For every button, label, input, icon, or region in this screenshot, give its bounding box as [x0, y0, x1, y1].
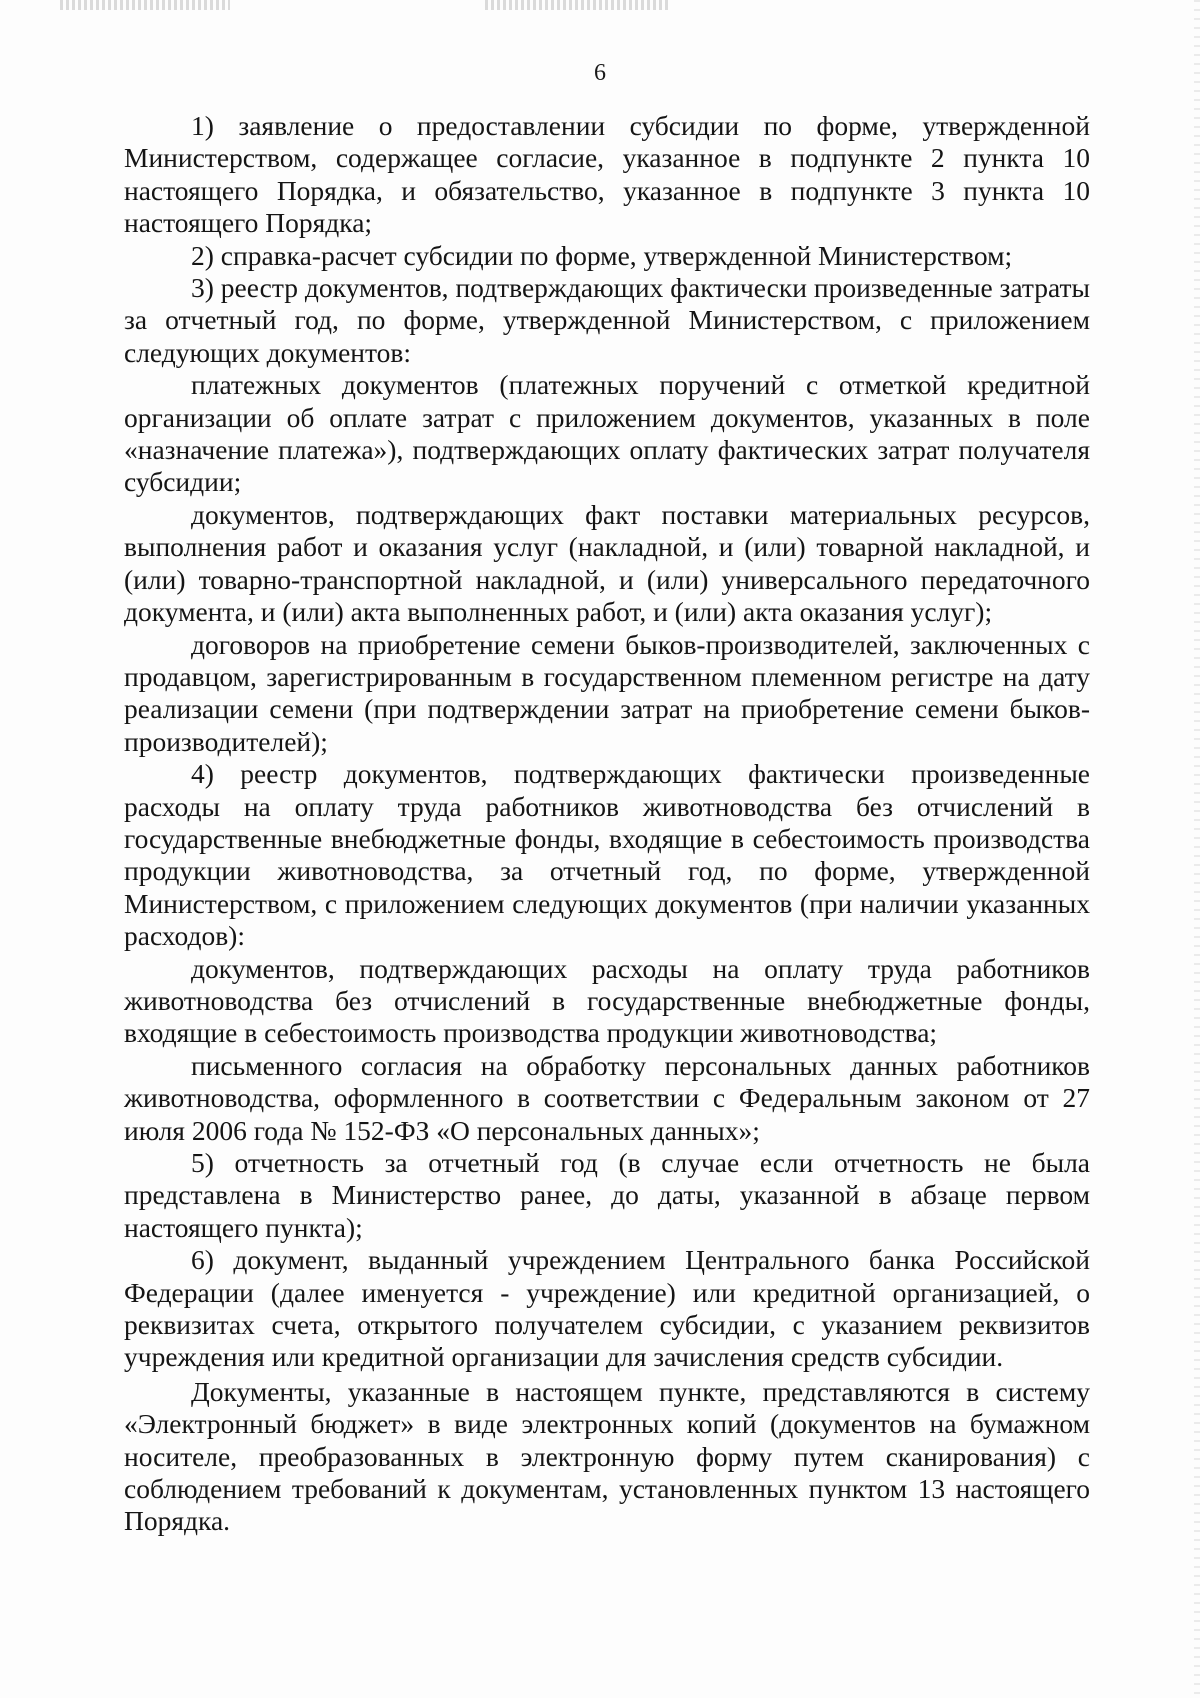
paragraph: 3) реестр документов, подтверждающих фактически произведенные затраты за отчетный год, по форме, утвержденной Министерством, с приложением следующих документов:	[124, 272, 1090, 368]
scan-artifact	[485, 0, 670, 10]
paragraph: 4) реестр документов, подтверждающих фактически произведенные расходы на оплату труда работников животноводства без отчислений в государственные внебюджетные фонды, входящие в себестоимость производства продукции животноводства, за отчетный год, по форме, утвержденной Министерством, с приложением следующих документов (при наличии указанных расходов):	[124, 758, 1090, 952]
document-body	[124, 110, 1090, 1538]
paragraph: документов, подтверждающих расходы на оплату труда работников животноводства без отчислений в государственные внебюджетные фонды, входящие в себестоимость производства продукции животноводства;	[124, 952, 1090, 1049]
paragraph: 2) справка-расчет субсидии по форме, утвержденной Министерством;	[191, 239, 1013, 271]
paragraph: договоров на приобретение семени быков-производителей, заключенных с продавцом, зарегистрированным в государственном племенном регистре на дату реализации семени (при подтверждении затрат на приобретение семени быков-производителей);	[124, 628, 1090, 757]
scan-artifact	[1194, 0, 1200, 1698]
page-number: 6	[594, 60, 606, 86]
paragraph: 6) документ, выданный учреждением Центрального банка Российской Федерации (далее именуется - учреждение) или кредитной организацией, о реквизитах счета, открытого получателем субсидии, с указанием реквизитов учреждения или кредитной организации для зачисления средств субсидии.	[124, 1244, 1090, 1373]
scan-artifact	[60, 0, 230, 10]
paragraph: письменного согласия на обработку персональных данных работников животноводства, оформленного в соответствии с Федеральным законом от 27 июля 2006 года № 152-ФЗ «О персональных данных»;	[124, 1049, 1090, 1146]
paragraph: платежных документов (платежных поручений с отметкой кредитной организации об оплате затрат с приложением документов, указанных в поле «назначение платежа»), подтверждающих оплату фактических затрат получателя субсидии;	[124, 369, 1090, 498]
paragraph: Документы, указанные в настоящем пункте, представляются в систему «Электронный бюджет» в виде электронных копий (документов на бумажном носителе, преобразованных в электронную форму путем сканирования) с соблюдением требований к документам, установленных пунктом 13 настоящего Порядка.	[124, 1375, 1090, 1537]
paragraph: 5) отчетность за отчетный год (в случае если отчетность не была представлена в Министерство ранее, до даты, указанной в абзаце первом настоящего пункта);	[124, 1147, 1090, 1243]
paragraph: документов, подтверждающих факт поставки материальных ресурсов, выполнения работ и оказания услуг (накладной, и (или) товарной накладной, и (или) товарно-транспортной накладной, и (или) универсального передаточного документа, и (или) акта выполненных работ, и (или) акта оказания услуг);	[124, 498, 1090, 628]
paragraph: 1) заявление о предоставлении субсидии по форме, утвержденной Министерством, содержащее согласие, указанное в подпункте 2 пункта 10 настоящего Порядка, и обязательство, указанное в подпункте 3 пункта 10 настоящего Порядка;	[124, 110, 1090, 239]
